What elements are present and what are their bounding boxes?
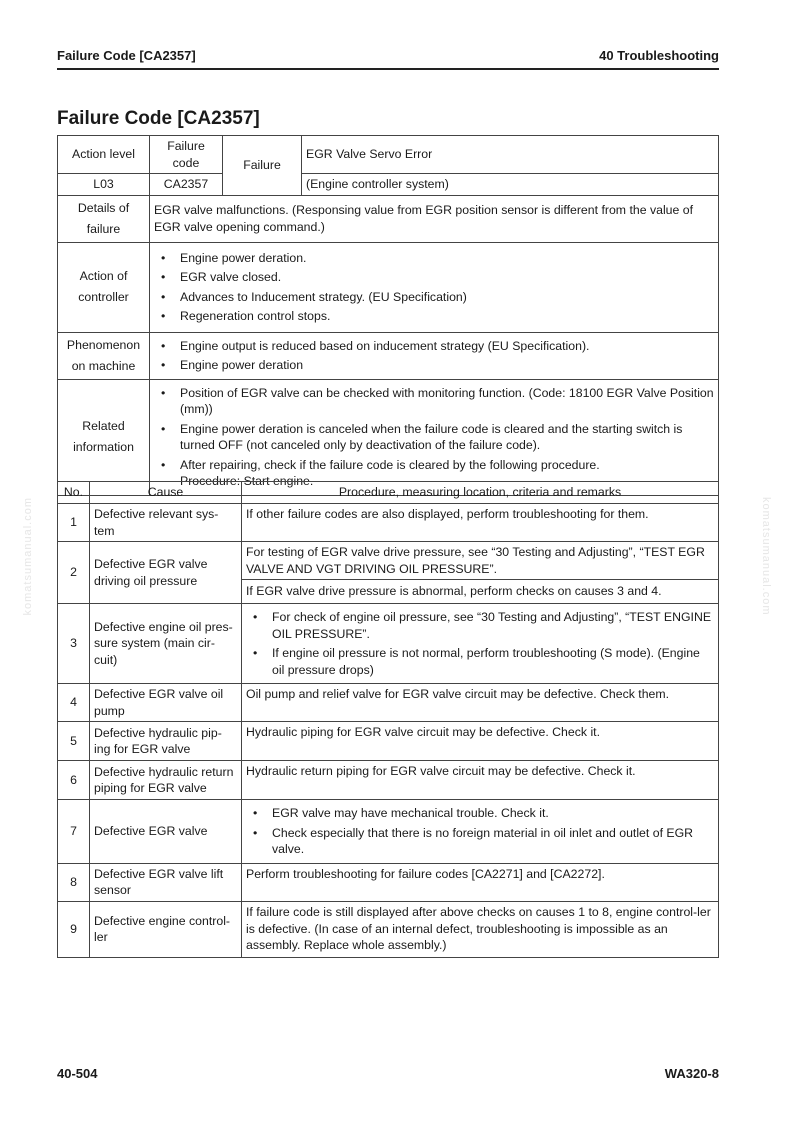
- row-no: 4: [58, 684, 90, 722]
- row-remarks: Perform troubleshooting for failure codes [CA2271] and [CA2272].: [242, 863, 719, 901]
- row-cause: Defective EGR valve oil pump: [90, 684, 242, 722]
- row-no: 3: [58, 604, 90, 684]
- action-item: • Engine power deration.: [154, 250, 714, 267]
- header-section-title: Failure Code [CA2357]: [57, 48, 196, 63]
- row-remarks: If EGR valve drive pressure is abnormal, perform checks on causes 3 and 4.: [242, 580, 719, 604]
- related-info-label: Related information: [58, 379, 150, 495]
- related-item-text: After repairing, check if the failure code is cleared by the following procedure.: [180, 457, 600, 472]
- phenomenon-item: • Engine output is reduced based on inducement strategy (EU Specification).: [154, 338, 714, 355]
- page-number: 40-504: [57, 1066, 98, 1081]
- action-item: • Advances to Inducement strategy. (EU Specification): [154, 289, 714, 306]
- remark-item: • Check especially that there is no foreign material in oil inlet and outlet of EGR valve.: [246, 825, 714, 858]
- row-remarks: Hydraulic return piping for EGR valve circuit may be defective. Check it.: [242, 761, 719, 800]
- phenomenon-list: [150, 332, 719, 379]
- row-remarks-list: [242, 800, 719, 864]
- details-text: EGR valve malfunctions. (Responsing value from EGR position sensor is different from the value of EGR valve opening command.): [150, 195, 719, 242]
- row-no: 2: [58, 542, 90, 604]
- row-cause: Defective engine control-ler: [90, 901, 242, 957]
- header-chapter-title: 40 Troubleshooting: [599, 48, 719, 63]
- header-rule: [57, 68, 719, 70]
- row-no: 7: [58, 800, 90, 864]
- row-cause: Defective relevant sys-tem: [90, 504, 242, 542]
- remark-item: • For check of engine oil pressure, see “30 Testing and Adjusting”, “TEST ENGINE OIL PRESSURE”.: [246, 609, 714, 642]
- row-remarks: If other failure codes are also displayed, perform troubleshooting for them.: [242, 504, 719, 542]
- failure-code-label: Failure code: [150, 136, 223, 174]
- row-remarks: Hydraulic piping for EGR valve circuit may be defective. Check it.: [242, 722, 719, 761]
- page-title: Failure Code [CA2357]: [57, 108, 260, 129]
- model-name: WA320-8: [664, 1066, 719, 1081]
- page-header: [57, 48, 719, 66]
- row-no: 1: [58, 504, 90, 542]
- action-item: • Regeneration control stops.: [154, 308, 714, 325]
- row-cause: Defective EGR valve driving oil pressure: [90, 542, 242, 604]
- row-remarks: For testing of EGR valve drive pressure, see “30 Testing and Adjusting”, “TEST EGR VALVE AND VGT DRIVING OIL PRESSURE”.: [242, 542, 719, 580]
- row-no: 8: [58, 863, 90, 901]
- row-no: 6: [58, 761, 90, 800]
- details-label: Details of failure: [58, 195, 150, 242]
- row-cause: Defective hydraulic return piping for EGR valve: [90, 761, 242, 800]
- remark-item: • If engine oil pressure is not normal, perform troubleshooting (S mode). (Engine oil pressure drops): [246, 645, 714, 678]
- page-footer: [57, 1066, 719, 1084]
- failure-system: (Engine controller system): [302, 174, 719, 196]
- row-no: 5: [58, 722, 90, 761]
- row-remarks-list: [242, 604, 719, 684]
- action-of-controller-label: Action of controller: [58, 242, 150, 332]
- action-level-label: Action level: [58, 136, 150, 174]
- row-remarks: If failure code is still displayed after above checks on causes 1 to 8, engine control-ler is defective. (In case of an internal defect, troubleshooting is impossible as an assembly. Replace whole assembly.): [242, 901, 719, 957]
- row-cause: Defective hydraulic pip-ing for EGR valve: [90, 722, 242, 761]
- row-remarks: Oil pump and relief valve for EGR valve circuit may be defective. Check them.: [242, 684, 719, 722]
- remark-item: • EGR valve may have mechanical trouble. Check it.: [246, 805, 714, 822]
- action-item: • EGR valve closed.: [154, 269, 714, 286]
- row-cause: Defective EGR valve: [90, 800, 242, 864]
- failure-summary-table: [57, 135, 719, 496]
- phenomenon-item: • Engine power deration: [154, 357, 714, 374]
- watermark-right: komatsumanual.com: [760, 497, 772, 616]
- row-cause: Defective EGR valve lift sensor: [90, 863, 242, 901]
- watermark-left: komatsumanual.com: [22, 497, 34, 616]
- related-item: • Engine power deration is canceled when the failure code is cleared and the starting switch is turned OFF (not canceled only by deactivation of the failure code).: [154, 421, 714, 454]
- col-header-no: No.: [58, 482, 90, 504]
- related-item: • Position of EGR valve can be checked with monitoring function. (Code: 18100 EGR Valve Position (mm)): [154, 385, 714, 418]
- row-cause: Defective engine oil pres-sure system (main cir-cuit): [90, 604, 242, 684]
- failure-label: Failure: [223, 136, 302, 196]
- col-header-cause: Cause: [90, 482, 242, 504]
- related-info-list: [150, 379, 719, 495]
- row-no: 9: [58, 901, 90, 957]
- action-level-value: L03: [58, 174, 150, 196]
- failure-name: EGR Valve Servo Error: [302, 136, 719, 174]
- causes-table: [57, 481, 719, 958]
- phenomenon-label: Phenomenon on machine: [58, 332, 150, 379]
- action-of-controller-list: [150, 242, 719, 332]
- col-header-remarks: Procedure, measuring location, criteria and remarks: [242, 482, 719, 504]
- failure-code-value: CA2357: [150, 174, 223, 196]
- related-item-procedure: Procedure: Start engine.: [180, 474, 314, 488]
